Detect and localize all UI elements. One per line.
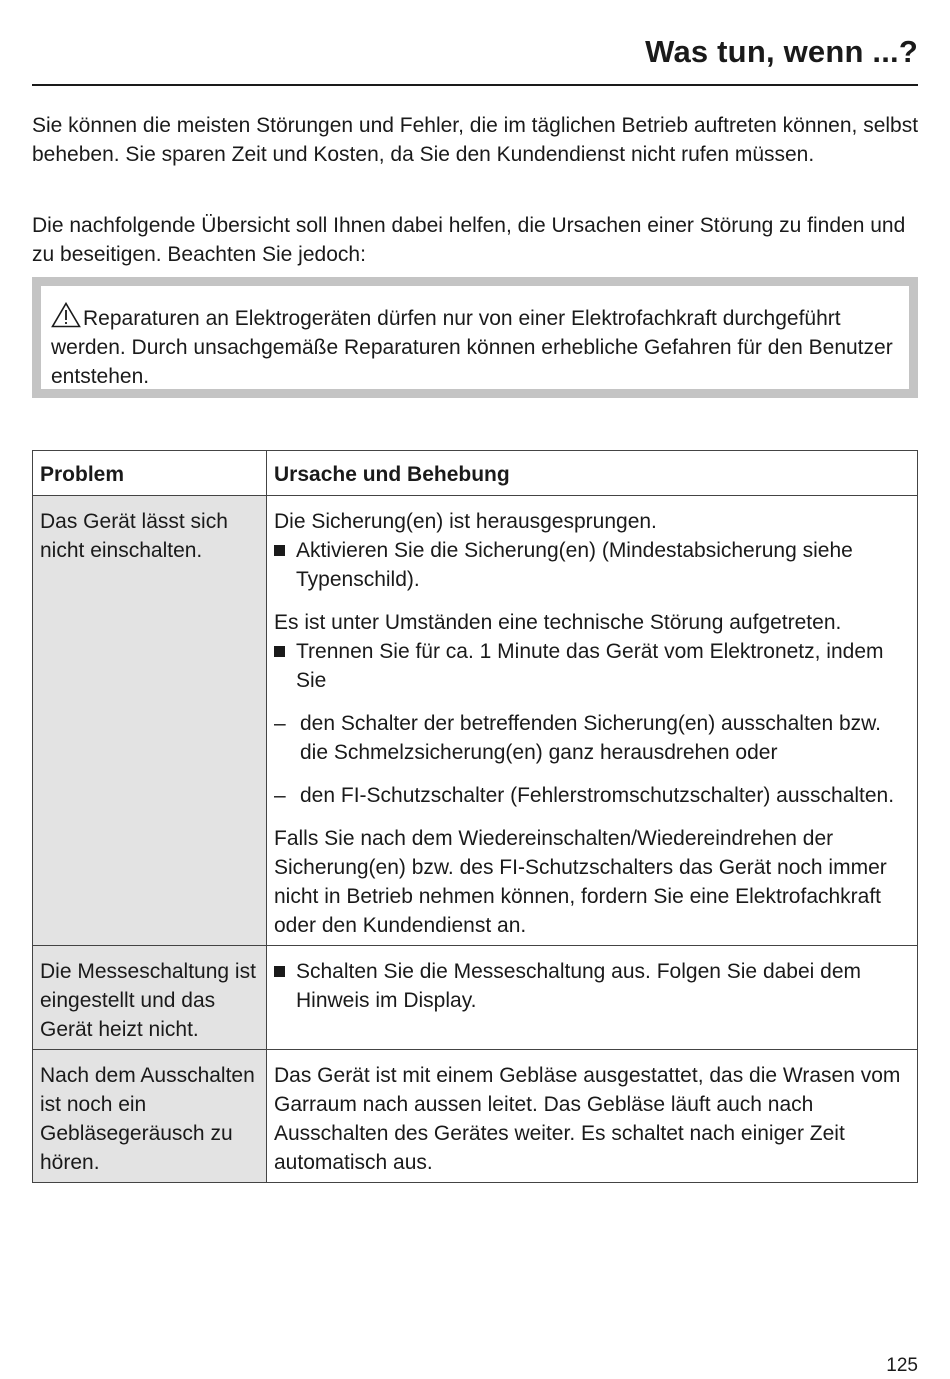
warning-text: Reparaturen an Elektrogeräten dürfen nur von einer Elektrofachkraft durchgeführt werden. Durch unsachgemäße Reparaturen können erhebliche Gefahren für den Benutzer entstehen. <box>51 307 893 388</box>
bullet-item: Schalten Sie die Messeschaltung aus. Folgen Sie dabei dem Hinweis im Display. <box>274 957 913 1015</box>
problem-cell: Nach dem Ausschalten ist noch ein Gebläsegeräusch zu hören. <box>33 1050 267 1183</box>
cause-text: Die Sicherung(en) ist herausgesprungen. <box>274 510 657 533</box>
cause-cell: Das Gerät ist mit einem Gebläse ausgestattet, das die Wrasen vom Garraum nach aussen leitet. Das Gebläse läuft auch nach Ausschalten des Gerätes weiter. Es schaltet nach einiger Zeit automatisch aus. <box>267 1050 918 1183</box>
cause-text: Es ist unter Umständen eine technische Störung aufgetreten. <box>274 611 842 634</box>
page-title: Was tun, wenn ...? <box>645 34 918 69</box>
cause-block <box>274 507 913 594</box>
table-row <box>33 946 918 1050</box>
header-problem: Problem <box>33 451 267 496</box>
warning-triangle-icon <box>51 302 81 328</box>
warning-box <box>32 277 918 398</box>
table-row <box>33 1050 918 1183</box>
bullet-item: Aktivieren Sie die Sicherung(en) (Mindestabsicherung siehe Typenschild). <box>274 536 913 594</box>
table-row <box>33 496 918 946</box>
header-cause: Ursache und Behebung <box>267 451 918 496</box>
cause-cell <box>267 946 918 1050</box>
intro-paragraph-1: Sie können die meisten Störungen und Fehler, die im täglichen Betrieb auftreten können, selbst beheben. Sie sparen Zeit und Kosten, da Sie den Kundendienst nicht rufen müssen. <box>32 114 919 166</box>
title-rule <box>32 84 918 86</box>
problem-cell: Die Messeschaltung ist eingestellt und das Gerät heizt nicht. <box>33 946 267 1050</box>
bullet-item: Trennen Sie für ca. 1 Minute das Gerät vom Elektronetz, indem Sie <box>274 637 913 695</box>
cause-block <box>274 608 913 695</box>
troubleshooting-table <box>32 450 918 1183</box>
page-number: 125 <box>886 1355 918 1376</box>
intro-paragraph-2: Die nachfolgende Übersicht soll Ihnen dabei helfen, die Ursachen einer Störung zu finden und zu beseitigen. Beachten Sie jedoch: <box>32 214 906 266</box>
table-header-row <box>33 451 918 496</box>
cause-cell <box>267 496 918 946</box>
cause-text: Falls Sie nach dem Wiedereinschalten/Wiedereindrehen der Sicherung(en) bzw. des FI-Schutzschalters das Gerät noch immer nicht in Betrieb nehmen können, fordern Sie eine Elektrofachkraft oder den Kundendienst an. <box>274 827 887 937</box>
problem-cell: Das Gerät lässt sich nicht einschalten. <box>33 496 267 946</box>
dash-item: – den Schalter der betreffenden Sicherung(en) ausschalten bzw. die Schmelzsicherung(en) ganz herausdrehen oder <box>274 709 913 767</box>
dash-item: – den FI-Schutzschalter (Fehlerstromschutzschalter) ausschalten. <box>274 781 913 810</box>
